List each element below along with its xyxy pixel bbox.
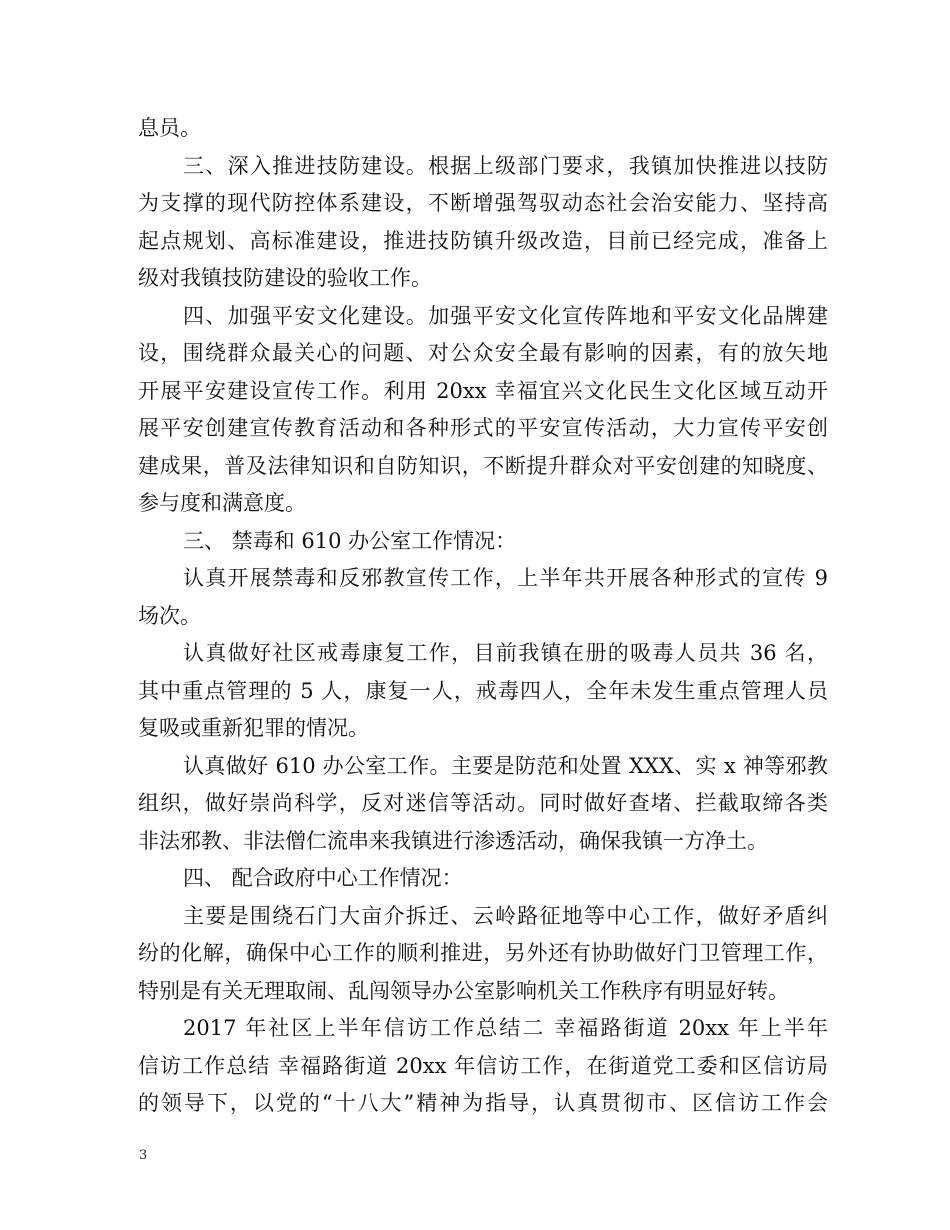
text-line: 设，围绕群众最关心的问题、对公众安全最有影响的因素，有的放矢地 <box>138 341 828 365</box>
text-line: 认真做好 610 办公室工作。主要是防范和处置 XXX、实 x 神等邪教 <box>183 753 828 778</box>
text-line: 建成果，普及法律知识和自防知识，不断提升群众对平安创建的知晓度、 <box>138 453 828 478</box>
text-line: 展平安创建宣传教育活动和各种形式的平安宣传活动，大力宣传平安创 <box>138 416 828 440</box>
section-heading-line: 三、深入推进技防建设。根据上级部门要求，我镇加快推进以技防 <box>183 153 828 178</box>
text-line: 主要是围绕石门大亩介拆迁、云岭路征地等中心工作，做好矛盾纠 <box>183 903 828 928</box>
text-line: 场次。 <box>138 603 201 628</box>
text-line: 复吸或重新犯罪的情况。 <box>138 716 369 740</box>
document-body <box>138 110 828 1123</box>
page-number: 3 <box>139 1148 148 1163</box>
text-line: 开展平安建设宣传工作。利用 20xx 幸福宜兴文化民生文化区域互动开 <box>138 378 828 403</box>
section-heading: 四、 配合政府中心工作情况： <box>183 866 463 890</box>
text-line: 起点规划、高标准建设，推进技防镇升级改造，目前已经完成，准备上 <box>138 228 828 253</box>
text-line: 认真做好社区戒毒康复工作，目前我镇在册的吸毒人员共 36 名， <box>183 641 828 665</box>
text-line: 信访工作总结 幸福路街道 20xx 年信访工作，在街道党工委和区信访局 <box>138 1053 828 1078</box>
text-line: 的领导下，以党的“十八大”精神为指导，认真贯彻市、区信访工作会 <box>138 1091 828 1115</box>
section-heading: 三、 禁毒和 610 办公室工作情况： <box>183 528 517 553</box>
text-line: 纷的化解，确保中心工作的顺利推进，另外还有协助做好门卫管理工作， <box>138 941 828 965</box>
text-line: 为支撑的现代防控体系建设，不断增强驾驭动态社会治安能力、坚持高 <box>138 191 828 215</box>
text-line: 其中重点管理的 5 人，康复一人，戒毒四人，全年未发生重点管理人员 <box>138 678 828 703</box>
text-line: 息员。 <box>138 116 201 140</box>
text-line: 认真开展禁毒和反邪教宣传工作，上半年共开展各种形式的宣传 9 <box>183 566 828 590</box>
text-line: 级对我镇技防建设的验收工作。 <box>138 266 432 290</box>
section-heading-line: 四、加强平安文化建设。加强平安文化宣传阵地和平安文化品牌建 <box>183 303 828 328</box>
text-line: 特别是有关无理取闹、乱闯领导办公室影响机关工作秩序有明显好转。 <box>138 978 789 1003</box>
text-line: 组织，做好崇尚科学，反对迷信等活动。同时做好查堵、拦截取缔各类 <box>138 791 828 815</box>
text-line: 非法邪教、非法僧仁流串来我镇进行渗透活动，确保我镇一方净土。 <box>138 828 768 853</box>
text-line: 参与度和满意度。 <box>138 491 306 515</box>
text-line: 2017 年社区上半年信访工作总结二 幸福路街道 20xx 年上半年 <box>183 1016 828 1040</box>
